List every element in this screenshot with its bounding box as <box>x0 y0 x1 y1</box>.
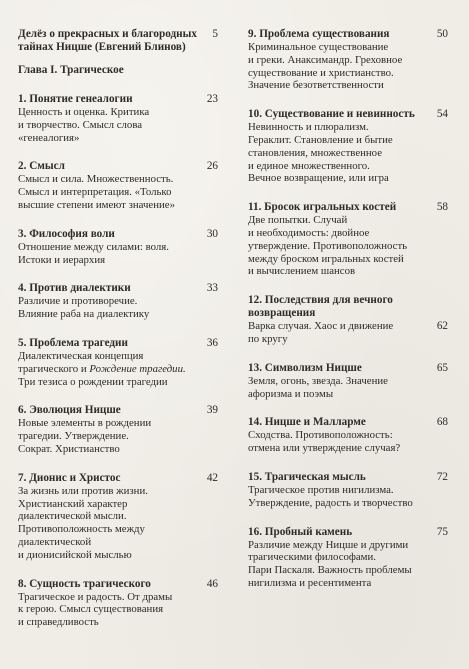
toc-description-line: Влияние раба на диалектику <box>18 308 150 321</box>
toc-title-line: 3. Философия воли <box>18 227 115 240</box>
toc-entry-s7 <box>18 472 218 562</box>
toc-title-line: 7. Дионис и Христос <box>18 471 121 484</box>
toc-page-number: 23 <box>206 93 218 105</box>
toc-description-line: Утверждение, радость и творчество <box>248 496 413 509</box>
toc-title-line: 16. Пробный камень <box>248 525 353 538</box>
toc-page-number: 33 <box>206 282 218 295</box>
toc-page-number: 65 <box>436 361 448 374</box>
toc-entry-title <box>18 28 218 54</box>
toc-entry-description <box>18 350 218 388</box>
toc-entry-title <box>18 472 218 485</box>
toc-entry-s6 <box>18 404 218 455</box>
toc-entry-intro <box>18 28 218 54</box>
toc-description-line: и единое множественного. <box>248 159 370 172</box>
toc-page-number: 39 <box>206 404 218 417</box>
toc-description-line: Трагическое и радость. От драмы <box>18 590 173 603</box>
toc-description-line: Гераклит. Становление и бытие <box>248 133 393 146</box>
toc-page-number: 50 <box>436 28 448 40</box>
toc-page-number: 36 <box>206 336 218 349</box>
toc-entry-title <box>18 93 218 106</box>
toc-entry-description <box>18 417 218 455</box>
toc-entry-s1 <box>18 93 218 144</box>
toc-entry-description <box>248 375 448 401</box>
toc-description-line: трагическими философами. <box>248 551 376 564</box>
toc-title-line: Глава I. Трагическое <box>18 64 124 76</box>
toc-title-line: 10. Существование и невинность <box>248 108 415 121</box>
toc-description-line: Различие между Ницше и другими <box>248 538 409 551</box>
toc-page-number: 68 <box>436 416 448 429</box>
toc-description-line: и необходимость: двойное <box>248 226 370 239</box>
toc-title-line: 6. Эволюция Ницше <box>18 404 121 417</box>
toc-entry-title <box>248 201 448 214</box>
toc-description-line: и греки. Анаксимандр. Греховное <box>248 53 403 66</box>
toc-entry-title <box>248 294 448 320</box>
toc-entry-description <box>18 173 218 211</box>
toc-description-line: отмена или утверждение случая? <box>248 442 401 455</box>
toc-title-line: 11. Бросок игральных костей <box>248 201 397 214</box>
toc-entry-description <box>18 295 218 321</box>
toc-title-line: 5. Проблема трагедии <box>18 336 128 349</box>
toc-description-line: Истоки и иерархия <box>18 253 106 266</box>
toc-entry-description <box>248 539 448 590</box>
toc-description-line: к герою. Смысл существования <box>18 603 164 616</box>
toc-entry-description <box>248 41 448 92</box>
toc-page-number: 5 <box>212 28 218 40</box>
toc-left-column <box>18 28 218 629</box>
toc-page-number: 62 <box>436 320 448 333</box>
toc-entry-description <box>248 484 448 510</box>
toc-description-line: диалектической <box>18 535 92 548</box>
toc-description-line: Трагическое против нигилизма. <box>248 483 394 496</box>
toc-title-line: 2. Смысл <box>18 160 65 173</box>
toc-description-line: Противоположность между <box>18 523 145 536</box>
toc-description-line: между броском игральных костей <box>248 252 404 265</box>
toc-description-line: трагического и Рождение трагедии. <box>18 362 186 375</box>
toc-description-line: и справедливость <box>18 616 99 629</box>
toc-description-line: Варка случая. Хаос и движение <box>248 320 394 333</box>
toc-entry-description <box>248 121 448 185</box>
toc-entry-s13 <box>248 362 448 401</box>
toc-page-number: 46 <box>206 577 218 590</box>
toc-page-number: 54 <box>436 108 448 121</box>
toc-description-line: Христианский характер <box>18 497 128 510</box>
toc-description-line: по кругу <box>248 332 288 345</box>
toc-description-line: Смысл и интерпретация. «Только <box>18 186 172 199</box>
toc-title-line: 1. Понятие генеалогии <box>18 93 133 105</box>
toc-entry-title <box>248 471 448 484</box>
toc-description-line: становления, множественное <box>248 146 383 159</box>
toc-description-line: Три тезиса о рождении трагедии <box>18 375 168 388</box>
toc-entry-title <box>248 28 448 41</box>
toc-entry-title <box>18 404 218 417</box>
toc-description-line: существование и христианство. <box>248 66 394 79</box>
toc-page-number: 30 <box>206 227 218 240</box>
toc-entry-s14 <box>248 416 448 455</box>
toc-description-line: Диалектическая концепция <box>18 349 144 362</box>
toc-entry-s2 <box>18 160 218 211</box>
toc-entry-title <box>18 64 218 77</box>
toc-entry-title <box>248 416 448 429</box>
toc-entry-description <box>18 106 218 144</box>
toc-description-line: и дионисийской мыслью <box>18 548 132 561</box>
toc-right-column <box>248 28 448 590</box>
toc-description-line: и вычислением шансов <box>248 265 356 278</box>
toc-description-line: Различие и противоречие. <box>18 295 138 308</box>
toc-entry-s12 <box>248 294 448 346</box>
toc-entry-s5 <box>18 337 218 388</box>
toc-page-number: 42 <box>206 471 218 484</box>
toc-entry-description <box>248 429 448 455</box>
toc-entry-description <box>248 320 448 346</box>
toc-description-line: афоризма и поэмы <box>248 387 334 400</box>
toc-description-line: Земля, огонь, звезда. Значение <box>248 374 388 387</box>
toc-description-line: и творчество. Смысл слова <box>18 118 143 131</box>
toc-title-line: 4. Против диалектики <box>18 282 131 295</box>
toc-description-line: трагедии. Утверждение. <box>18 430 129 443</box>
toc-entry-title <box>18 282 218 295</box>
toc-page-number: 72 <box>436 470 448 483</box>
toc-entry-title <box>248 362 448 375</box>
toc-entry-description <box>18 241 218 267</box>
toc-description-line: высшие степени имеют значение» <box>18 198 175 211</box>
toc-description-line: Две попытки. Случай <box>248 214 348 227</box>
toc-description-line: диалектической мысли. <box>18 510 127 523</box>
toc-description-line: Ценность и оценка. Критика <box>18 106 150 118</box>
toc-description-line: Сходства. Противоположность: <box>248 429 393 442</box>
toc-description-line: Сократ. Христианство <box>18 442 120 455</box>
toc-entry-s4 <box>18 282 218 321</box>
toc-entry-s9 <box>248 28 448 92</box>
toc-description-line: «генеалогия» <box>18 131 80 144</box>
toc-title-line: 14. Ницше и Малларме <box>248 416 366 429</box>
toc-entry-s11 <box>248 201 448 278</box>
toc-entry-s3 <box>18 228 218 267</box>
toc-entry-s16 <box>248 526 448 590</box>
toc-entry-s15 <box>248 471 448 510</box>
toc-title-line: Делёз о прекрасных и благородных <box>18 28 197 40</box>
toc-entry-title <box>248 526 448 539</box>
toc-title-line: 8. Сущность трагического <box>18 577 151 590</box>
toc-entry-title <box>18 337 218 350</box>
toc-description-line: Вечное возвращение, или игра <box>248 172 389 185</box>
toc-entry-title <box>18 160 218 173</box>
toc-title-line: 15. Трагическая мысль <box>248 470 366 483</box>
toc-description-line: Значение безответственности <box>248 79 384 92</box>
toc-title-line: 12. Последствия для вечного <box>248 294 393 307</box>
toc-description-line: утверждение. Противоположность <box>248 239 408 252</box>
toc-description-line: Отношение между силами: воля. <box>18 240 169 253</box>
toc-description-line: За жизнь или против жизни. <box>18 484 148 497</box>
toc-title-line: 9. Проблема существования <box>248 28 390 40</box>
toc-description-line: Смысл и сила. Множественность. <box>18 173 174 186</box>
toc-entry-description <box>18 485 218 562</box>
toc-description-line: Криминальное существование <box>248 41 389 53</box>
toc-entry-s10 <box>248 108 448 185</box>
toc-page-number: 75 <box>436 525 448 538</box>
toc-entry-chapter1 <box>18 64 218 77</box>
toc-entry-title <box>18 578 218 591</box>
toc-title-line: возвращения <box>248 307 316 320</box>
toc-description-line: Новые элементы в рождении <box>18 417 152 430</box>
toc-description-line: Пари Паскаля. Важность проблемы <box>248 564 412 577</box>
toc-entry-s8 <box>18 578 218 629</box>
toc-title-line: 13. Символизм Ницше <box>248 361 362 374</box>
toc-entry-description <box>18 591 218 629</box>
toc-page-number: 58 <box>436 201 448 214</box>
toc-title-line: тайнах Ницше (Евгений Блинов) <box>18 41 186 53</box>
toc-page-number: 26 <box>206 160 218 173</box>
toc-description-line: нигилизма и ресентимента <box>248 576 372 589</box>
toc-entry-title <box>18 228 218 241</box>
toc-description-line: Невинность и плюрализм. <box>248 121 369 134</box>
toc-entry-description <box>248 214 448 278</box>
toc-entry-title <box>248 108 448 121</box>
